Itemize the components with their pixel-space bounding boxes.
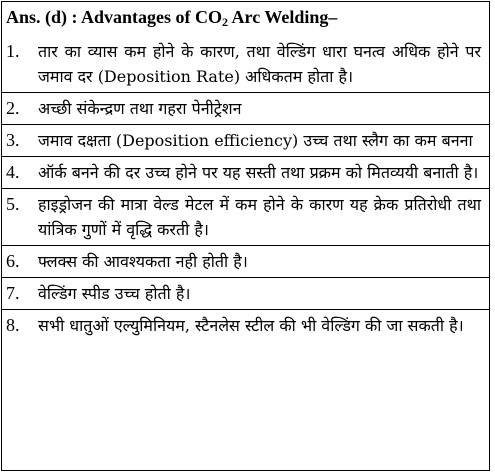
item-number: 3. (6, 130, 20, 150)
item-number: 4. (6, 162, 20, 182)
item-number: 8. (6, 315, 20, 335)
list-item (2, 277, 489, 309)
list-item (2, 92, 489, 124)
item-text: अच्छी संकेन्द्रण तथा गहरा पेनीट्रेशन (38, 99, 242, 118)
item-number: 1. (6, 41, 20, 61)
item-number: 5. (6, 194, 20, 214)
item-text: जमाव दक्षता (Deposition efficiency) उच्च तथा स्लैग का कम बनना (38, 131, 473, 150)
list-item (2, 36, 489, 92)
heading-suffix: Arc Welding– (228, 7, 338, 27)
item-text: तार का व्यास कम होने के कारण, तथा वेल्डिंग धारा घनत्व अधिक होने पर जमाव दर (Deposition Rate) अधिकतम होता है। (38, 42, 481, 86)
advantages-list (2, 36, 489, 341)
list-item (2, 188, 489, 245)
list-item (2, 245, 489, 277)
list-item (2, 309, 489, 341)
list-item (2, 124, 489, 156)
answer-heading (6, 5, 337, 29)
heading-subscript: 2 (222, 15, 229, 29)
item-number: 2. (6, 98, 20, 118)
item-text: सभी धातुओं एल्युमिनियम, स्टैनलेस स्टील की भी वेल्डिंग की जा सकती है। (38, 316, 464, 335)
item-text: वेल्डिंग स्पीड उच्च होती है। (38, 284, 191, 303)
heading-prefix: Ans. (d) : Advantages of CO (6, 7, 223, 27)
list-item (2, 156, 489, 188)
item-text: हाइड्रोजन की मात्रा वेल्ड मेटल में कम होने के कारण यह क्रेक प्रतिरोधी तथा यांत्रिक गुणों में वृद्धि करती है। (38, 195, 481, 239)
item-number: 7. (6, 283, 20, 303)
item-text: फ्लक्स की आवश्यकता नही होती है। (38, 252, 248, 271)
answer-box (1, 1, 490, 471)
item-text: ऑर्क बनने की दर उच्च होने पर यह सस्ती तथा प्रक्रम को मितव्ययी बनाती है। (38, 163, 479, 182)
item-number: 6. (6, 251, 20, 271)
